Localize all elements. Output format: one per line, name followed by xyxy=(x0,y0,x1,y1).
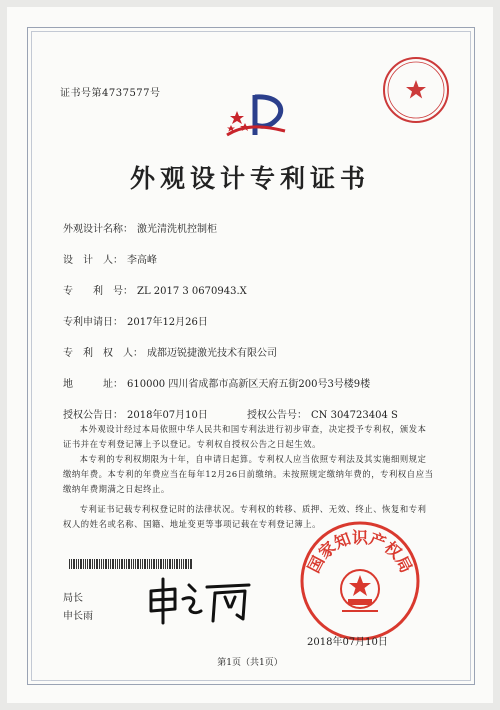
field-address xyxy=(63,375,370,390)
certificate-body xyxy=(63,422,435,532)
svg-text:国家知识产权局 xyxy=(304,528,416,576)
seal-text: 国家知识产权局 xyxy=(303,528,417,576)
field-designer xyxy=(63,251,157,266)
field-patent-no xyxy=(63,282,247,297)
patentee-value: 成都迈锐捷激光技术有限公司 xyxy=(147,348,277,359)
field-filing-date xyxy=(63,313,208,328)
designer-value: 李高峰 xyxy=(127,255,157,266)
grant-date-value: 2018年07月10日 xyxy=(127,410,208,421)
body-paragraph: 本外观设计经过本局依照中华人民共和国专利法进行初步审查，决定授予专利权，颁发本证书并在专利登记簿上予以登记。专利权自授权公告之日起生效。 xyxy=(63,424,427,449)
address-label: 地 址： xyxy=(63,379,123,390)
certificate-title: 外观设计专利证书 xyxy=(129,164,370,193)
body-paragraph: 本专利的专利权期限为十年，自申请日起算。专利权人应当依照专利法及其实施细则规定缴纳年费。本专利的年费应当在每年12月26日前缴纳。未按照规定缴纳年费的，专利权自应当缴纳年费期满之日起终止。 xyxy=(63,454,434,494)
official-seal xyxy=(298,519,422,643)
agency-stamp xyxy=(381,55,451,125)
design-name-label: 外观设计名称： xyxy=(63,224,133,235)
patent-office-logo xyxy=(225,91,291,153)
director-name: 申长雨 xyxy=(63,611,93,622)
filing-date-value: 2017年12月26日 xyxy=(127,317,208,328)
grant-no-label: 授权公告号： xyxy=(247,410,307,421)
certificate xyxy=(7,7,493,703)
field-patentee xyxy=(63,344,277,359)
design-name-value: 激光清洗机控制柜 xyxy=(137,224,217,235)
certificate-number: 证书号第4737577号 xyxy=(60,88,161,99)
seal-date: 2018年07月10日 xyxy=(307,637,388,648)
designer-label: 设 计 人： xyxy=(63,255,123,266)
grant-no-value: CN 304723404 S xyxy=(311,410,398,421)
field-grant-date xyxy=(63,406,208,421)
patent-no-label: 专 利 号： xyxy=(63,286,133,297)
patentee-label: 专 利 权 人： xyxy=(63,348,143,359)
grant-date-label: 授权公告日： xyxy=(63,410,123,421)
handwritten-signature xyxy=(145,575,255,627)
field-design-name xyxy=(63,220,217,235)
barcode xyxy=(69,559,193,569)
address-value: 610000 四川省成都市高新区天府五街200号3号楼9楼 xyxy=(127,379,371,390)
filing-date-label: 专利申请日： xyxy=(63,317,123,328)
body-paragraph: 专利证书记载专利权登记时的法律状况。专利权的转移、质押、无效、终止、恢复和专利权人的姓名或名称、国籍、地址变更等事项记载在专利登记簿上。 xyxy=(63,504,427,529)
director-title: 局长 xyxy=(63,593,83,604)
field-grant-no xyxy=(247,406,398,421)
patent-no-value: ZL 2017 3 0670943.X xyxy=(137,286,247,297)
page-number: 第1页（共1页） xyxy=(217,658,283,668)
